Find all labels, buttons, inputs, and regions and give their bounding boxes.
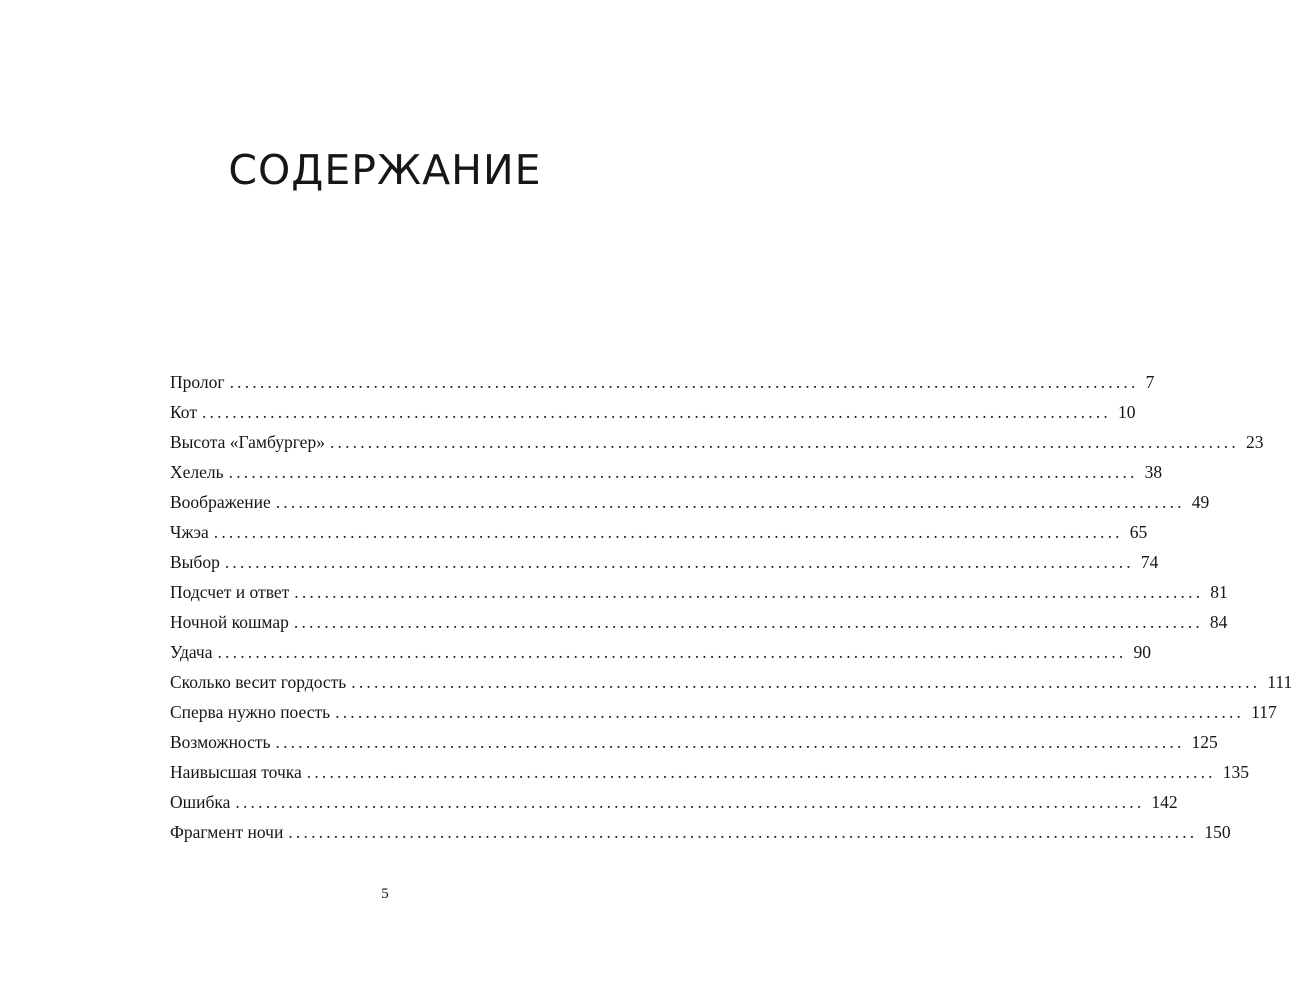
toc-entry-title: Подсчет и ответ xyxy=(170,582,290,602)
toc-entry-title: Фрагмент ночи xyxy=(170,822,284,842)
toc-entry-page: 7 xyxy=(1145,372,1155,392)
dot-leader: ........................................................................................................................ xyxy=(275,492,1185,512)
table-of-contents xyxy=(170,372,1292,852)
toc-entry-page: 49 xyxy=(1191,492,1210,512)
toc-entry xyxy=(170,792,1178,822)
toc-entry xyxy=(170,432,1264,462)
toc-entry-title: Чжэа xyxy=(170,522,209,542)
toc-entry-title: Сперва нужно поесть xyxy=(170,702,331,722)
toc-entry-page: 135 xyxy=(1222,762,1249,782)
toc-entry-page: 142 xyxy=(1151,792,1178,812)
dot-leader: ........................................................................................................................ xyxy=(213,522,1123,542)
toc-entry-page: 81 xyxy=(1210,582,1228,602)
dot-leader: ........................................................................................................................ xyxy=(329,432,1239,452)
toc-entry xyxy=(170,462,1163,492)
toc-entry-title: Ночной кошмар xyxy=(170,612,289,632)
toc-entry-page: 117 xyxy=(1251,702,1277,722)
dot-leader: ........................................................................................................................ xyxy=(201,402,1111,422)
toc-entry-page: 74 xyxy=(1140,552,1159,572)
toc-entry xyxy=(170,702,1277,732)
toc-entry-title: Высота «Гамбургер» xyxy=(170,432,325,452)
toc-entry-title: Удача xyxy=(170,642,213,662)
toc-entry xyxy=(170,402,1136,432)
toc-entry-title: Ошибка xyxy=(170,792,231,812)
dot-leader: ........................................................................................................................ xyxy=(288,822,1198,842)
toc-entry-title: Воображение xyxy=(170,492,271,512)
toc-entry xyxy=(170,582,1228,612)
toc-entry-title: Сколько весит гордость xyxy=(170,672,347,692)
toc-entry xyxy=(170,762,1249,792)
toc-entry xyxy=(170,552,1159,582)
toc-entry-title: Возможность xyxy=(170,732,271,752)
dot-leader: ........................................................................................................................ xyxy=(294,582,1204,602)
dot-leader: ........................................................................................................................ xyxy=(335,702,1245,722)
page-title: СОДЕРЖАНИЕ xyxy=(228,146,542,194)
toc-entry-title: Кот xyxy=(170,402,197,422)
toc-entry xyxy=(170,522,1148,552)
toc-entry-title: Пролог xyxy=(170,372,225,392)
toc-entry-title: Наивысшая точка xyxy=(170,762,302,782)
toc-entry-page: 23 xyxy=(1245,432,1264,452)
toc-entry xyxy=(170,732,1218,762)
toc-entry-page: 38 xyxy=(1144,462,1163,482)
dot-leader: ........................................................................................................................ xyxy=(235,792,1145,812)
toc-entry xyxy=(170,642,1151,672)
toc-entry-page: 10 xyxy=(1117,402,1136,422)
toc-entry-page: 65 xyxy=(1129,522,1148,542)
dot-leader: ........................................................................................................................ xyxy=(224,552,1134,572)
dot-leader: ........................................................................................................................ xyxy=(293,612,1203,632)
toc-entry-title: Хелель xyxy=(170,462,224,482)
toc-entry xyxy=(170,822,1231,852)
toc-entry-title: Выбор xyxy=(170,552,220,572)
toc-entry-page: 111 xyxy=(1267,672,1292,692)
toc-entry xyxy=(170,372,1155,402)
dot-leader: ........................................................................................................................ xyxy=(351,672,1261,692)
dot-leader: ........................................................................................................................ xyxy=(229,372,1139,392)
toc-entry xyxy=(170,672,1292,702)
dot-leader: ........................................................................................................................ xyxy=(306,762,1216,782)
toc-entry-page: 150 xyxy=(1204,822,1231,842)
page-number: 5 xyxy=(381,886,389,902)
dot-leader: ........................................................................................................................ xyxy=(217,642,1127,662)
toc-entry-page: 90 xyxy=(1133,642,1151,662)
toc-entry-page: 125 xyxy=(1191,732,1218,752)
dot-leader: ........................................................................................................................ xyxy=(228,462,1138,482)
toc-entry xyxy=(170,612,1228,642)
toc-entry xyxy=(170,492,1210,522)
dot-leader: ........................................................................................................................ xyxy=(275,732,1185,752)
toc-entry-page: 84 xyxy=(1209,612,1228,632)
